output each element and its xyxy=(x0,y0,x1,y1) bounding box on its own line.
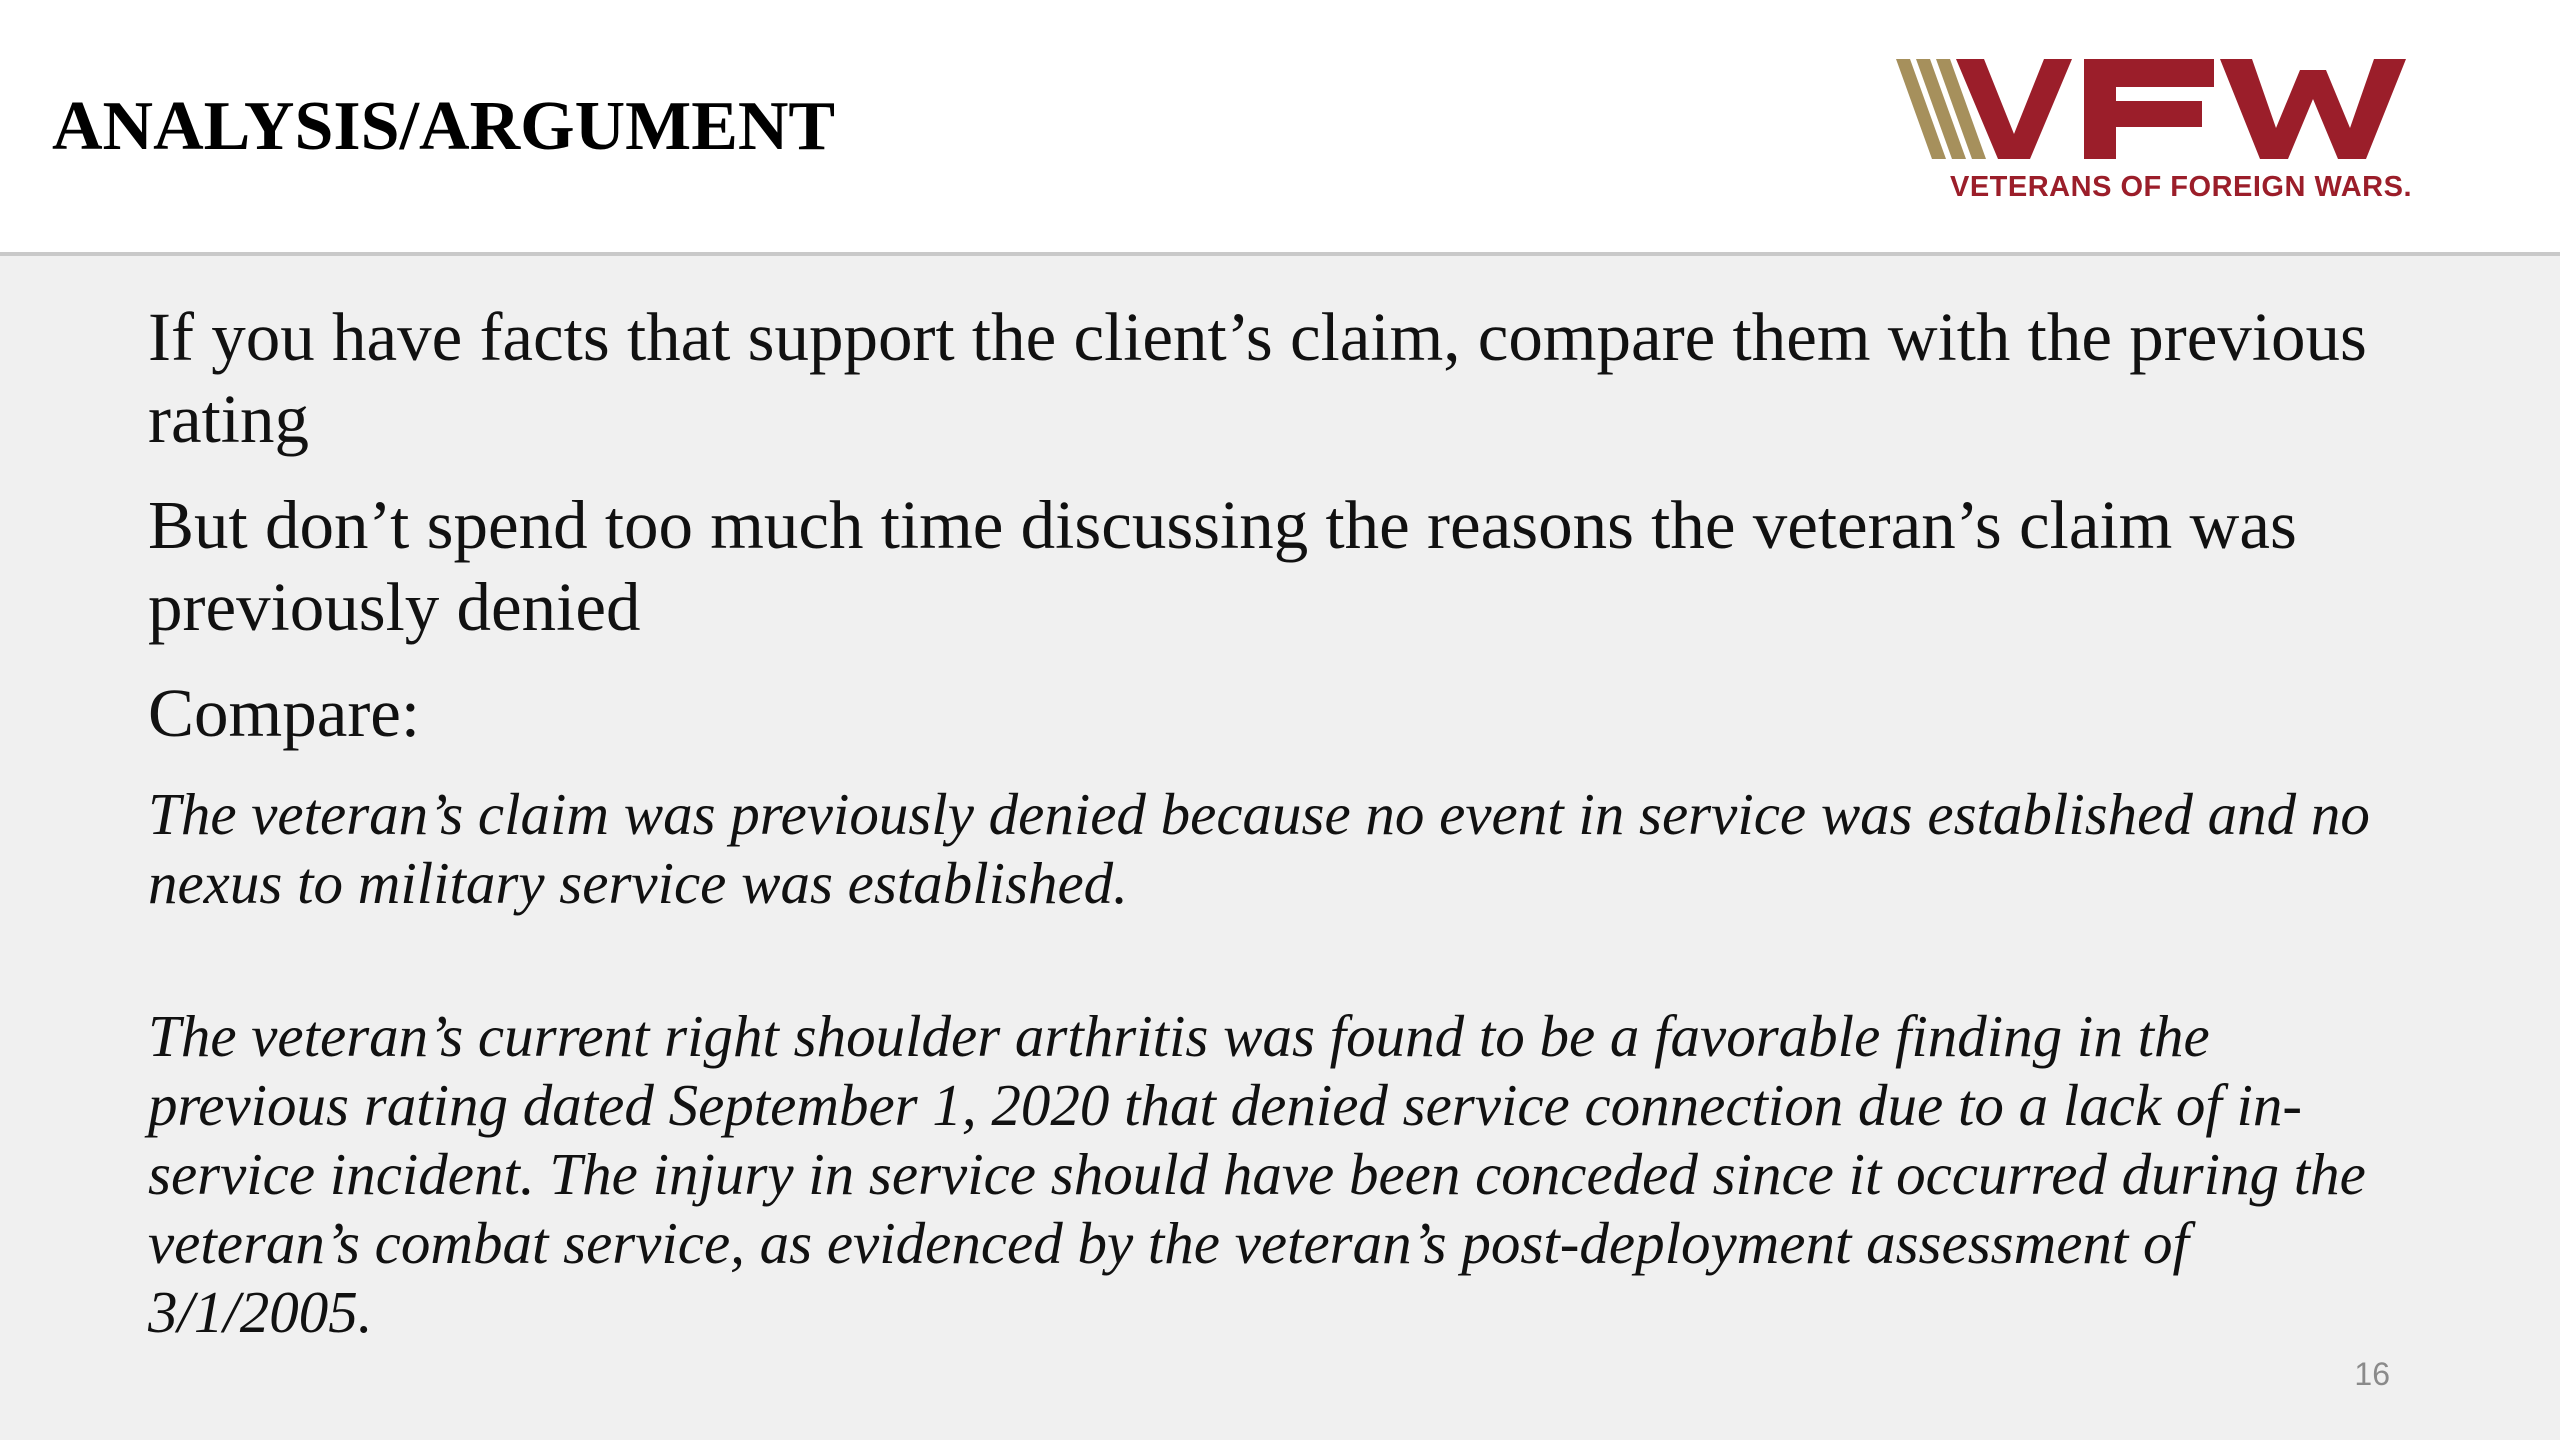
logo-tagline: VETERANS OF FOREIGN WARS. xyxy=(1950,171,2413,203)
bullet-point: But don’t spend too much time discussing the reasons the veteran’s claim was previously denied xyxy=(148,487,2297,645)
slide-title: ANALYSIS/ARGUMENT xyxy=(52,88,836,165)
example-strong-argument: The veteran’s current right shoulder arthritis was found to be a favorable finding in the previous rating dated September 1, 2020 that denied service connection due to a lack of in-service incident. The injury in service should have been conceded since it occurred during the veteran’s combat service, as evidenced by the veteran’s post-deployment assessment of 3/1/2005. xyxy=(148,1003,2366,1345)
vfw-logo-mark xyxy=(1896,56,2456,166)
page-number: 16 xyxy=(2354,1356,2390,1392)
bullet-point: If you have facts that support the client’s claim, compare them with the previous rating xyxy=(148,299,2367,457)
logo-letter-w xyxy=(2220,59,2406,159)
slide-header xyxy=(0,0,2560,256)
vfw-logo xyxy=(1896,56,2456,216)
logo-letter-f xyxy=(2084,59,2214,159)
slide-body xyxy=(148,296,2418,1347)
example-weak-argument: The veteran’s claim was previously denied because no event in service was established and no nexus to military service was established. xyxy=(148,781,2370,916)
logo-wordmark xyxy=(1956,59,2406,159)
compare-heading: Compare: xyxy=(148,675,421,751)
